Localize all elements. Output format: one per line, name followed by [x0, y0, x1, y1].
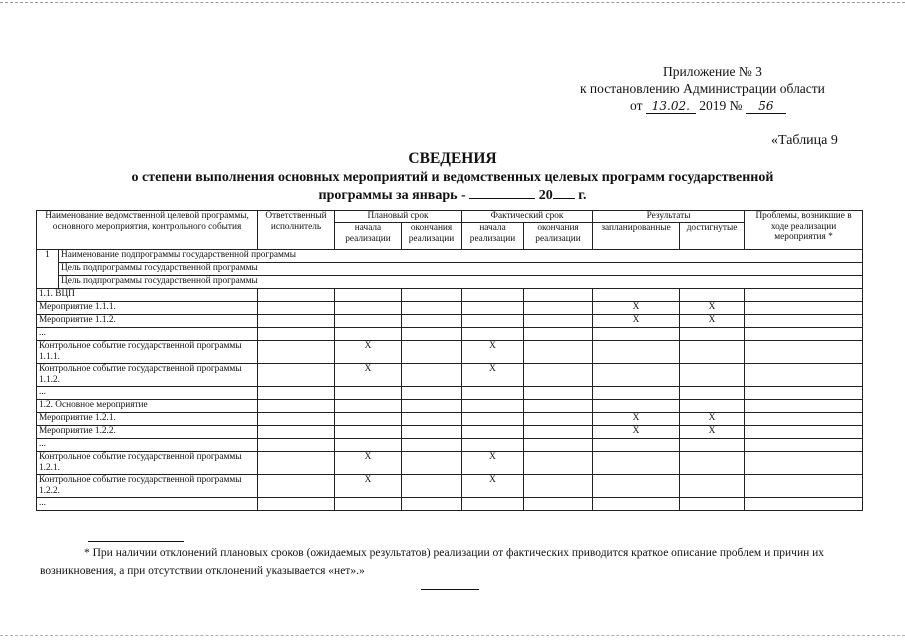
- table-row: [37, 341, 863, 364]
- mark-x: Х: [593, 413, 680, 426]
- row-label: ...: [37, 328, 258, 341]
- row-label: Контрольное событие государственной программы 1.1.2.: [37, 364, 258, 387]
- table-row: [37, 328, 863, 341]
- mark-x: Х: [462, 452, 524, 475]
- document-subtitle-period: [30, 188, 875, 204]
- mark-x: Х: [593, 315, 680, 328]
- mark-x: Х: [335, 475, 402, 498]
- scan-top-edge: [0, 2, 905, 3]
- table-row: [37, 289, 863, 302]
- decree-label: к постановлению Администрации области: [580, 81, 825, 96]
- mark-x: Х: [680, 413, 745, 426]
- row-label: Контрольное событие государственной программы 1.2.2.: [37, 475, 258, 498]
- table-row: [37, 452, 863, 475]
- appendix-label: Приложение № 3: [663, 64, 762, 79]
- year-blank: [553, 198, 575, 199]
- footnote-divider: [88, 541, 184, 542]
- scan-bottom-edge: [0, 635, 905, 636]
- subprogram-name: Наименование подпрограммы государственной программы: [59, 250, 863, 263]
- mark-x: Х: [335, 341, 402, 364]
- mark-x: Х: [335, 364, 402, 387]
- table-row: [37, 302, 863, 315]
- col-name: Наименование ведомственной целевой программы, основного мероприятия, контрольного события: [37, 211, 258, 250]
- subprogram-goal: Цель подпрограммы государственной программы: [59, 276, 863, 289]
- mark-x: Х: [593, 426, 680, 439]
- mark-x: Х: [680, 426, 745, 439]
- table-row: [37, 426, 863, 439]
- table-number-label: «Таблица 9: [771, 133, 838, 148]
- handwritten-date: 13.02.: [646, 100, 696, 114]
- mark-x: Х: [680, 315, 745, 328]
- col-actual-start: начала реализации: [462, 223, 524, 250]
- section-number: 1: [37, 250, 59, 289]
- decree-date-line: [630, 97, 786, 115]
- table-row: [37, 413, 863, 426]
- mark-x: Х: [462, 475, 524, 498]
- table-row: [37, 475, 863, 498]
- date-prefix: от: [630, 98, 643, 113]
- mark-x: Х: [680, 302, 745, 315]
- report-table: [36, 210, 863, 511]
- col-planned-start: начала реализации: [335, 223, 402, 250]
- col-planned-end: окончания реализации: [402, 223, 462, 250]
- mark-x: Х: [462, 341, 524, 364]
- handwritten-number: 56: [746, 100, 786, 114]
- period-text: программы за январь -: [318, 188, 466, 203]
- col-responsible: Ответственный исполнитель: [258, 211, 335, 250]
- row-label: Мероприятие 1.2.2.: [37, 426, 258, 439]
- row-label: Контрольное событие государственной программы 1.2.1.: [37, 452, 258, 475]
- col-actual: Фактический срок: [462, 211, 593, 223]
- col-results-planned: запланированные: [593, 223, 680, 250]
- year-prefix: 20: [538, 188, 553, 203]
- table-row: [37, 387, 863, 400]
- footnote: * При наличии отклонений плановых сроков (ожидаемых результатов) реализации от фактических приводится краткое описание проблем и причин их возникновения, а при отсутствии отклонений указывается «нет».»: [40, 547, 825, 577]
- row-label: ...: [37, 439, 258, 452]
- col-planned: Плановый срок: [335, 211, 462, 223]
- decree-year: 2019 №: [699, 98, 743, 113]
- subprogram-goal: Цель подпрограммы государственной программы: [59, 263, 863, 276]
- document-subtitle: о степени выполнения основных мероприятий и ведомственных целевых программ государственной: [131, 170, 774, 185]
- end-rule: [421, 589, 479, 590]
- row-label: Контрольное событие государственной программы 1.1.1.: [37, 341, 258, 364]
- col-actual-end: окончания реализации: [524, 223, 593, 250]
- col-results: Результаты: [593, 211, 745, 223]
- row-label: ...: [37, 387, 258, 400]
- mark-x: Х: [462, 364, 524, 387]
- table-row: [37, 498, 863, 511]
- mark-x: Х: [335, 452, 402, 475]
- table-row: [37, 364, 863, 387]
- document-title: СВЕДЕНИЯ: [408, 150, 497, 167]
- row-label: 1.1. ВЦП: [37, 289, 258, 302]
- table-row: [37, 439, 863, 452]
- row-label: ...: [37, 498, 258, 511]
- col-results-achieved: достигнутые: [680, 223, 745, 250]
- mark-x: Х: [593, 302, 680, 315]
- table-row: [37, 400, 863, 413]
- month-blank: [469, 198, 535, 199]
- row-label: Мероприятие 1.2.1.: [37, 413, 258, 426]
- table-row: [37, 315, 863, 328]
- row-label: Мероприятие 1.1.2.: [37, 315, 258, 328]
- row-label: Мероприятие 1.1.1.: [37, 302, 258, 315]
- year-suffix: г.: [578, 188, 587, 203]
- row-label: 1.2. Основное мероприятие: [37, 400, 258, 413]
- col-problems: Проблемы, возникшие в ходе реализации мероприятия *: [745, 211, 863, 250]
